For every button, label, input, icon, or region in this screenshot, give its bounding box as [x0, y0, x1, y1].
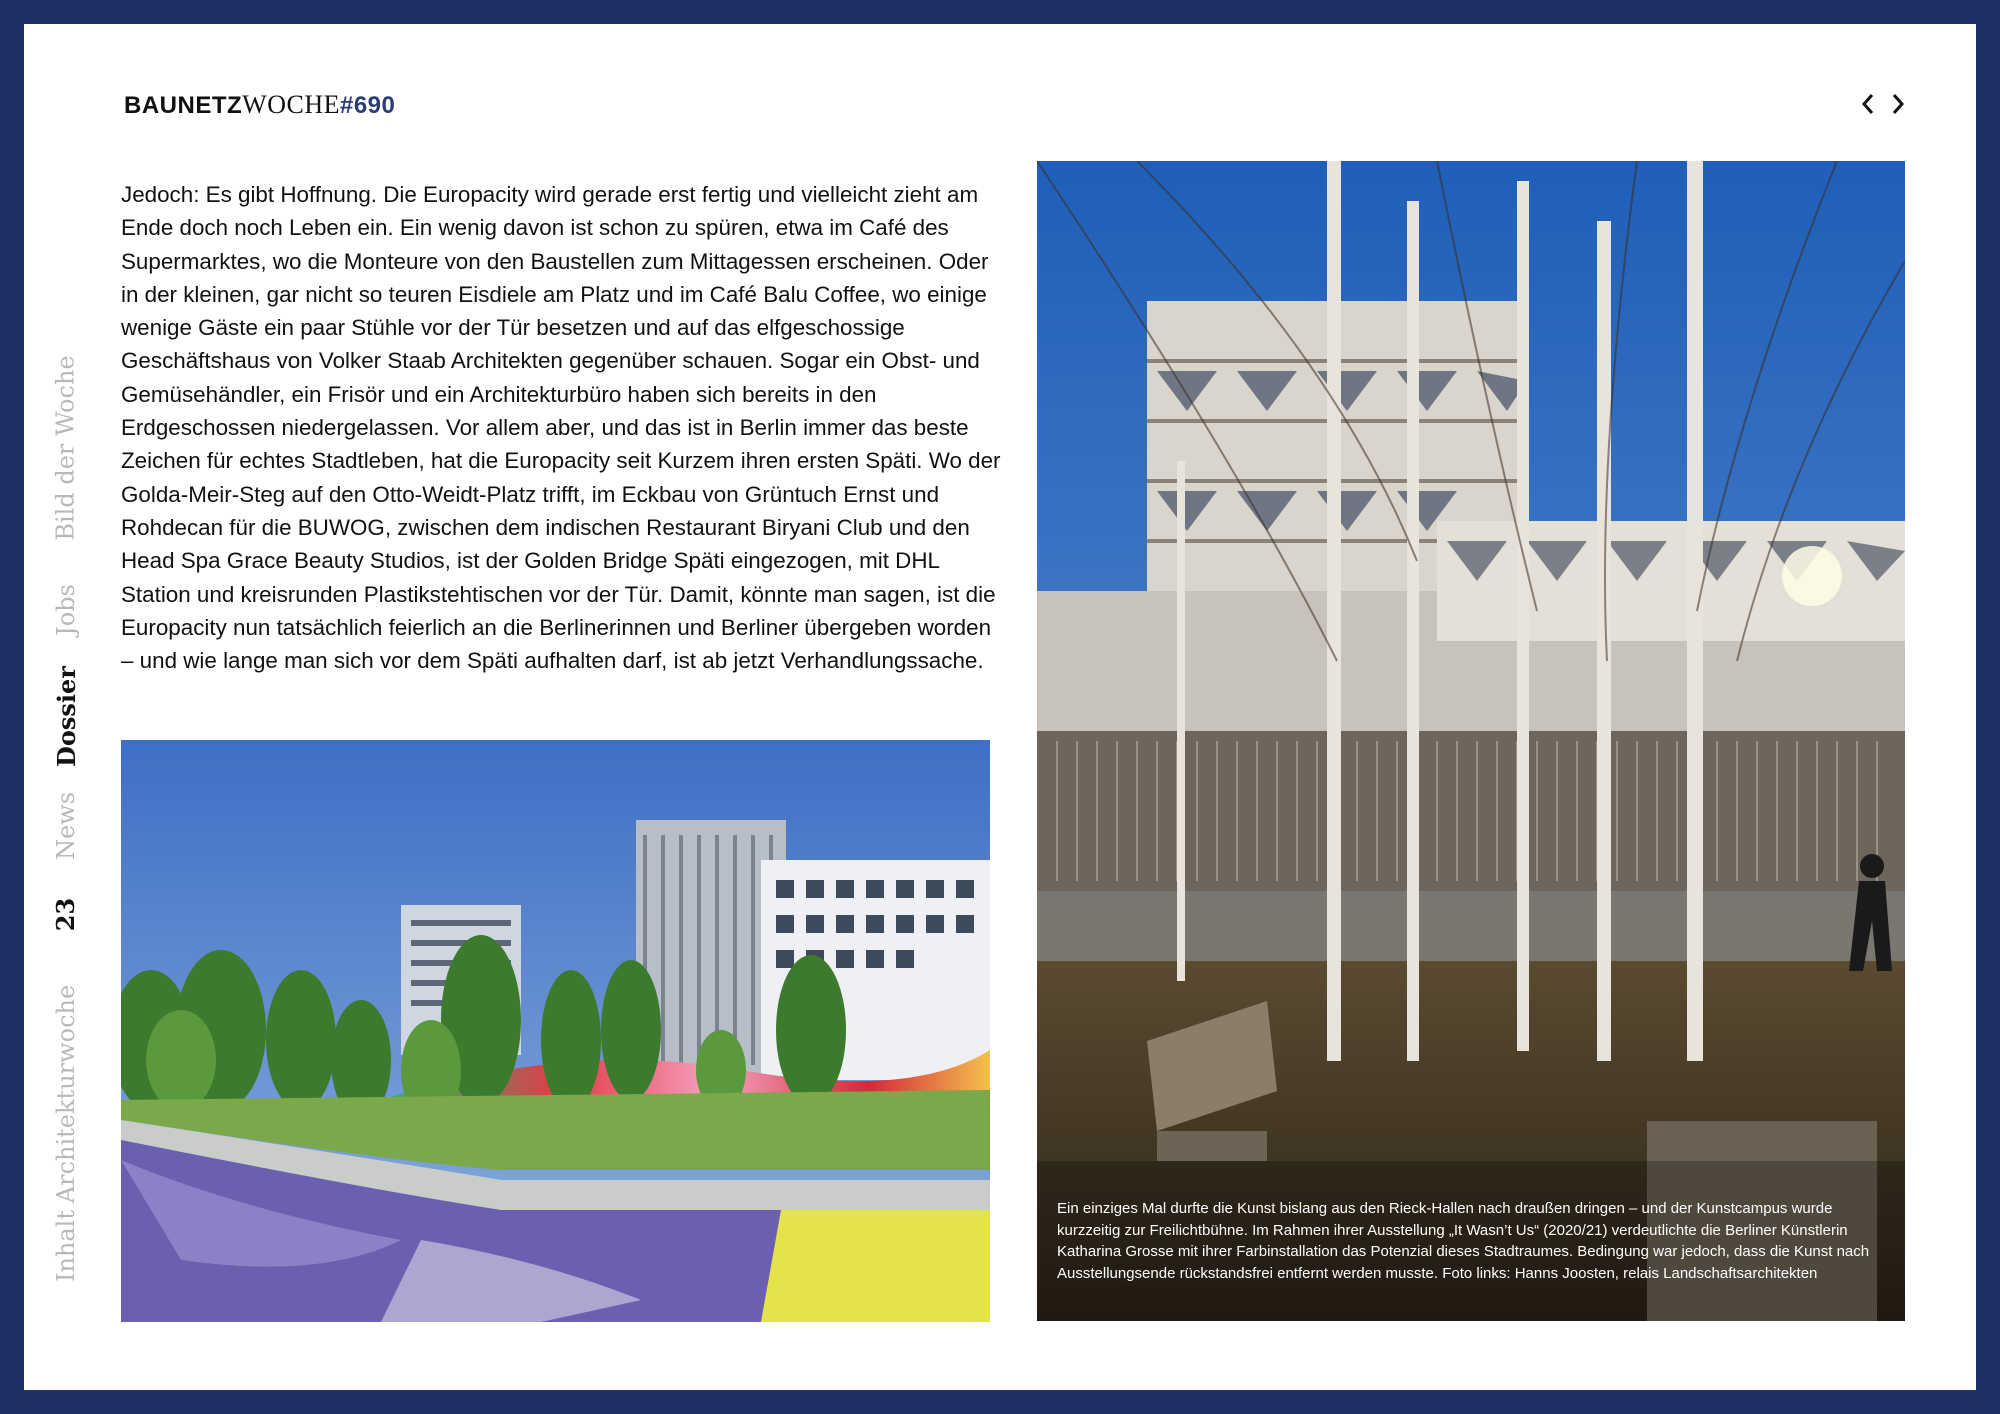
- nav-item-dossier[interactable]: Dossier: [51, 666, 81, 767]
- photo-rieck-hallen-birches: [1037, 161, 1905, 1321]
- next-page-button[interactable]: [1888, 90, 1908, 118]
- page-navigation: [1858, 90, 1908, 118]
- nav-item-page-number: 23: [51, 897, 81, 932]
- section-navigation: [36, 324, 96, 1324]
- nav-item-jobs[interactable]: Jobs: [52, 584, 80, 636]
- brand-serif: WOCHE: [242, 90, 340, 119]
- nav-item-inhalt[interactable]: Inhalt: [52, 1209, 80, 1283]
- page: [24, 24, 1976, 1390]
- photo-europacity-park: [121, 740, 990, 1322]
- brand-logo[interactable]: [124, 90, 395, 120]
- brand-bold: BAUNETZ: [124, 92, 243, 119]
- photo-caption: Ein einziges Mal durfte die Kunst bislang aus den Rieck-Hallen nach draußen dringen – und der Kunstcampus wurde kurzzeitig zur Freilichtbühne. Im Rahmen ihrer Ausstellung „It Wasn’t Us“ (2020/21) verdeutlichte die Berliner Künstlerin Katharina Grosse mit ihrer Farbinstallation das Potenzial dieses Stadtraumes. Bedingung war jedoch, dass die Kunst nach Ausstellungsende rückstandsfrei entfernt werden musste. Foto links: Hanns Joosten, relais Landschaftsarchitekten: [1057, 1200, 1870, 1282]
- nav-item-bild-der-woche[interactable]: Bild der Woche: [52, 355, 80, 541]
- nav-item-architekturwoche[interactable]: Architekturwoche: [52, 984, 80, 1204]
- chevron-right-icon: [1891, 93, 1905, 115]
- article-paragraph: Jedoch: Es gibt Hoffnung. Die Europacity wird gerade erst fertig und vielleicht zieht am Ende doch noch Leben ein. Ein wenig davon ist schon zu spüren, etwa im Café des Supermarktes, wo die Monteure von den Baustellen zum Mittagessen erscheinen. Oder in der kleinen, gar nicht so teuren Eisdiele am Platz und im Café Balu Coffee, wo einige wenige Gäste ein paar Stühle vor der Tür besetzen und auf das elfgeschossige Geschäftshaus von Volker Staab Architekten gegenüber schauen. Sogar ein Obst- und Gemüsehändler, ein Frisör und ein Architekturbüro haben sich bereits in den Erdgeschossen niedergelassen. Vor allem aber, und das ist in Berlin immer das beste Zeichen für echtes Stadtleben, hat die Europacity seit Kurzem ihren ersten Späti. Wo der Golda-Meir-Steg auf den Otto-Weidt-Platz trifft, im Eckbau von Grüntuch Ernst und Rohdecan für die BUWOG, zwischen dem indischen Restaurant Biryani Club und den Head Spa Grace Beauty Studios, ist der Golden Bridge Späti eingezogen, mit DHL Station und kreisrunden Plastikstehtischen vor der Tür. Damit, könnte man sagen, ist die Europacity nun tatsächlich feierlich an die Berlinerinnen und Berliner übergeben worden – und wie lange man sich vor dem Späti aufhalten darf, ist ab jetzt Verhandlungssache.: [121, 182, 1001, 674]
- issue-number: #690: [339, 92, 396, 119]
- nav-item-news[interactable]: News: [52, 791, 80, 861]
- prev-page-button[interactable]: [1858, 90, 1878, 118]
- chevron-left-icon: [1861, 93, 1875, 115]
